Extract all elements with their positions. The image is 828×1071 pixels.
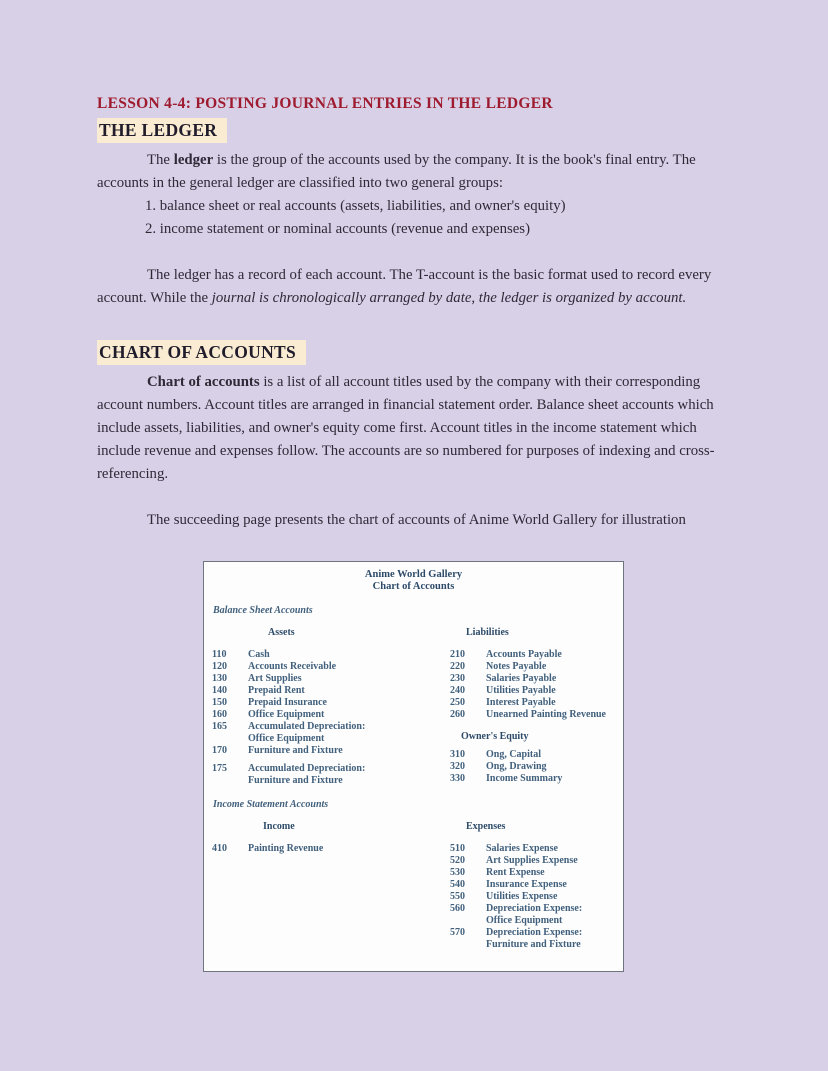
account-title: Insurance Expense — [486, 879, 567, 890]
account-title: Furniture and Fixture — [248, 745, 343, 756]
paragraph-text: is a list of all account titles used by the company with their corresponding account numbers. Account titles are arranged in financial statement order. Balance sheet accounts which include assets, liabilities, and owner's equity come first. Account titles in the income statement which include revenue and expenses follow. The accounts are so numbered for purposes of indexing and cross-referencing. — [97, 374, 715, 482]
chart-of-accounts-figure — [203, 561, 624, 972]
expenses-column — [450, 821, 623, 951]
account-row — [450, 867, 623, 879]
lesson-content — [97, 95, 731, 532]
account-row — [212, 709, 450, 721]
account-row — [450, 855, 623, 867]
liabilities-equity-column — [450, 627, 623, 787]
account-row — [212, 661, 450, 673]
account-row — [450, 891, 623, 903]
account-groups-list — [145, 195, 731, 241]
paragraph-chart-of-accounts — [97, 371, 731, 486]
section-heading-the-ledger: THE LEDGER — [97, 118, 227, 143]
account-number: 240 — [450, 685, 465, 696]
italic-emphasis: journal is chronologically arranged by date, the ledger is organized by account. — [211, 290, 687, 306]
account-title: Utilities Expense — [486, 891, 558, 902]
paragraph-ledger-intro — [97, 149, 731, 195]
paragraph-text: is the group of the accounts used by the company. It is the book's final entry. The accounts in the general ledger are classified into two general groups: — [97, 152, 696, 191]
account-number: 330 — [450, 773, 465, 784]
paragraph-succeeding-page: The succeeding page presents the chart of accounts of Anime World Gallery for illustration — [147, 512, 686, 528]
account-row — [450, 843, 623, 855]
account-title: Accumulated Depreciation: Furniture and Fixture — [248, 763, 366, 786]
account-title: Accounts Receivable — [248, 661, 337, 672]
account-number: 530 — [450, 867, 465, 878]
income-statement-columns — [204, 821, 623, 951]
account-row — [212, 649, 450, 661]
account-number: 120 — [212, 661, 227, 672]
account-row — [450, 673, 623, 685]
account-number: 510 — [450, 843, 465, 854]
figure-subtitle: Chart of Accounts — [372, 581, 455, 592]
account-number: 110 — [212, 649, 227, 660]
figure-title — [204, 562, 623, 593]
account-number: 320 — [450, 761, 465, 772]
account-row — [450, 709, 623, 721]
account-number: 310 — [450, 749, 465, 760]
account-row — [450, 773, 623, 785]
figure-company-name: Anime World Gallery — [364, 569, 463, 580]
account-title: Cash — [248, 649, 270, 660]
account-title: Depreciation Expense: Furniture and Fixture — [486, 927, 583, 950]
account-number: 260 — [450, 709, 465, 720]
account-title: Unearned Painting Revenue — [486, 709, 606, 720]
list-item: 1. balance sheet or real accounts (assets, liabilities, and owner's equity) — [145, 198, 566, 214]
paragraph-text: The — [147, 152, 174, 168]
assets-rows — [212, 649, 450, 787]
account-row — [212, 721, 450, 745]
account-title: Office Equipment — [248, 709, 325, 720]
account-title: Accounts Payable — [486, 649, 562, 660]
bold-term-ledger: ledger — [173, 152, 214, 168]
balance-sheet-columns — [204, 627, 623, 787]
account-title: Ong, Capital — [486, 749, 542, 760]
account-title: Ong, Drawing — [486, 761, 547, 772]
account-number: 560 — [450, 903, 465, 914]
equity-rows — [450, 749, 623, 785]
assets-header: Assets — [268, 627, 295, 638]
account-number: 210 — [450, 649, 465, 660]
paragraph-ledger-record — [97, 264, 731, 310]
account-row — [450, 697, 623, 709]
account-title: Accumulated Depreciation: Office Equipment — [248, 721, 366, 744]
account-row — [212, 763, 450, 787]
account-title: Salaries Payable — [486, 673, 557, 684]
account-number: 540 — [450, 879, 465, 890]
expenses-rows — [450, 843, 623, 951]
account-row — [450, 749, 623, 761]
account-number: 140 — [212, 685, 227, 696]
account-number: 160 — [212, 709, 227, 720]
account-number: 220 — [450, 661, 465, 672]
bold-term-chart-of-accounts: Chart of accounts — [147, 374, 260, 390]
account-title: Painting Revenue — [248, 843, 324, 854]
account-number: 170 — [212, 745, 227, 756]
account-number: 570 — [450, 927, 465, 938]
assets-column — [212, 627, 450, 787]
account-row — [450, 927, 623, 951]
account-row — [450, 903, 623, 927]
section-heading-chart-of-accounts: CHART OF ACCOUNTS — [97, 340, 306, 365]
account-title: Prepaid Rent — [248, 685, 305, 696]
liabilities-header: Liabilities — [466, 627, 509, 638]
account-title: Salaries Expense — [486, 843, 558, 854]
account-row — [450, 685, 623, 697]
account-row — [212, 843, 450, 855]
paragraph-text: The ledger has a record of each account. The T-account is the basic format used to record every account. While the — [97, 267, 712, 306]
income-statement-accounts-label: Income Statement Accounts — [213, 799, 329, 810]
account-title: Interest Payable — [486, 697, 556, 708]
account-title: Art Supplies Expense — [486, 855, 578, 866]
account-number: 250 — [450, 697, 465, 708]
account-title: Art Supplies — [248, 673, 302, 684]
account-title: Income Summary — [486, 773, 563, 784]
account-number: 550 — [450, 891, 465, 902]
account-row — [450, 879, 623, 891]
account-title: Notes Payable — [486, 661, 547, 672]
account-number: 130 — [212, 673, 227, 684]
account-row — [212, 673, 450, 685]
account-row — [450, 661, 623, 673]
list-item: 2. income statement or nominal accounts (revenue and expenses) — [145, 221, 530, 237]
account-row — [212, 685, 450, 697]
income-rows — [212, 843, 450, 855]
account-row — [212, 697, 450, 709]
account-title: Prepaid Insurance — [248, 697, 327, 708]
account-title: Rent Expense — [486, 867, 545, 878]
account-title: Depreciation Expense: Office Equipment — [486, 903, 583, 926]
owners-equity-header: Owner's Equity — [461, 731, 529, 742]
account-number: 165 — [212, 721, 227, 732]
account-row — [450, 761, 623, 773]
income-column — [212, 821, 450, 951]
liabilities-rows — [450, 649, 623, 721]
income-header: Income — [263, 821, 295, 832]
page-title: LESSON 4-4: POSTING JOURNAL ENTRIES IN THE LEDGER — [97, 95, 553, 112]
account-number: 410 — [212, 843, 227, 854]
expenses-header: Expenses — [466, 821, 506, 832]
account-title: Utilities Payable — [486, 685, 556, 696]
account-row — [450, 649, 623, 661]
account-number: 520 — [450, 855, 465, 866]
account-number: 175 — [212, 763, 227, 774]
balance-sheet-accounts-label: Balance Sheet Accounts — [213, 605, 313, 616]
account-number: 150 — [212, 697, 227, 708]
account-row — [212, 745, 450, 757]
account-number: 230 — [450, 673, 465, 684]
